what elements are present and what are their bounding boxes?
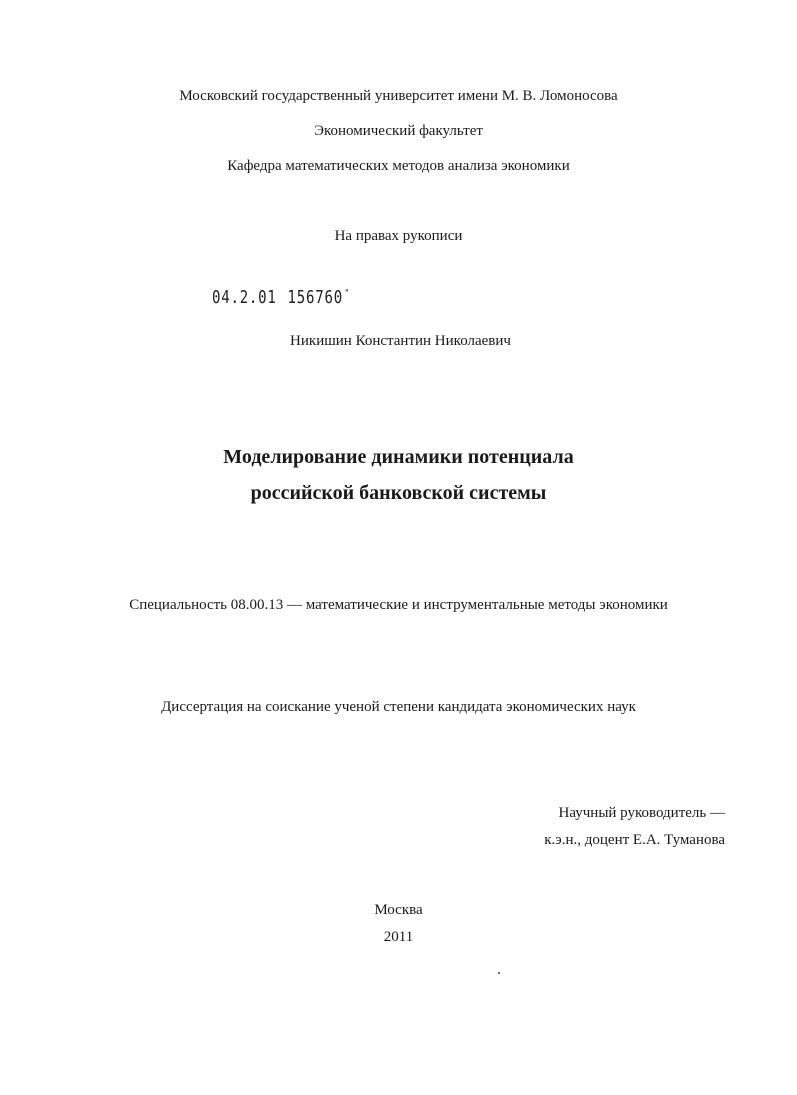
manuscript-note: На правах рукописи bbox=[334, 228, 463, 244]
thesis-title-line1: Моделирование динамики потенциала bbox=[223, 446, 574, 468]
scan-speck bbox=[498, 972, 500, 974]
supervisor-name: к.э.н., доцент Е.А. Туманова bbox=[544, 832, 725, 848]
city: Москва bbox=[374, 902, 423, 918]
stamp-number: 156760 bbox=[287, 287, 343, 308]
thesis-title-line2: российской банковской системы bbox=[250, 482, 547, 504]
faculty-name: Экономический факультет bbox=[314, 123, 483, 139]
year: 2011 bbox=[383, 929, 414, 945]
department-name: Кафедра математических методов анализа экономики bbox=[227, 158, 570, 174]
stamp-mark: " bbox=[344, 288, 350, 299]
university-name: Московский государственный университет имени М. В. Ломоносова bbox=[179, 88, 618, 104]
degree-statement: Диссертация на соискание ученой степени кандидата экономических наук bbox=[161, 699, 636, 715]
author-name: Никишин Константин Николаевич bbox=[290, 333, 511, 349]
stamp-code: 04.2.01 bbox=[212, 287, 277, 308]
supervisor-role: Научный руководитель — bbox=[558, 805, 725, 821]
library-stamp bbox=[212, 287, 350, 308]
specialty: Специальность 08.00.13 — математические и инструментальные методы экономики bbox=[129, 597, 668, 613]
